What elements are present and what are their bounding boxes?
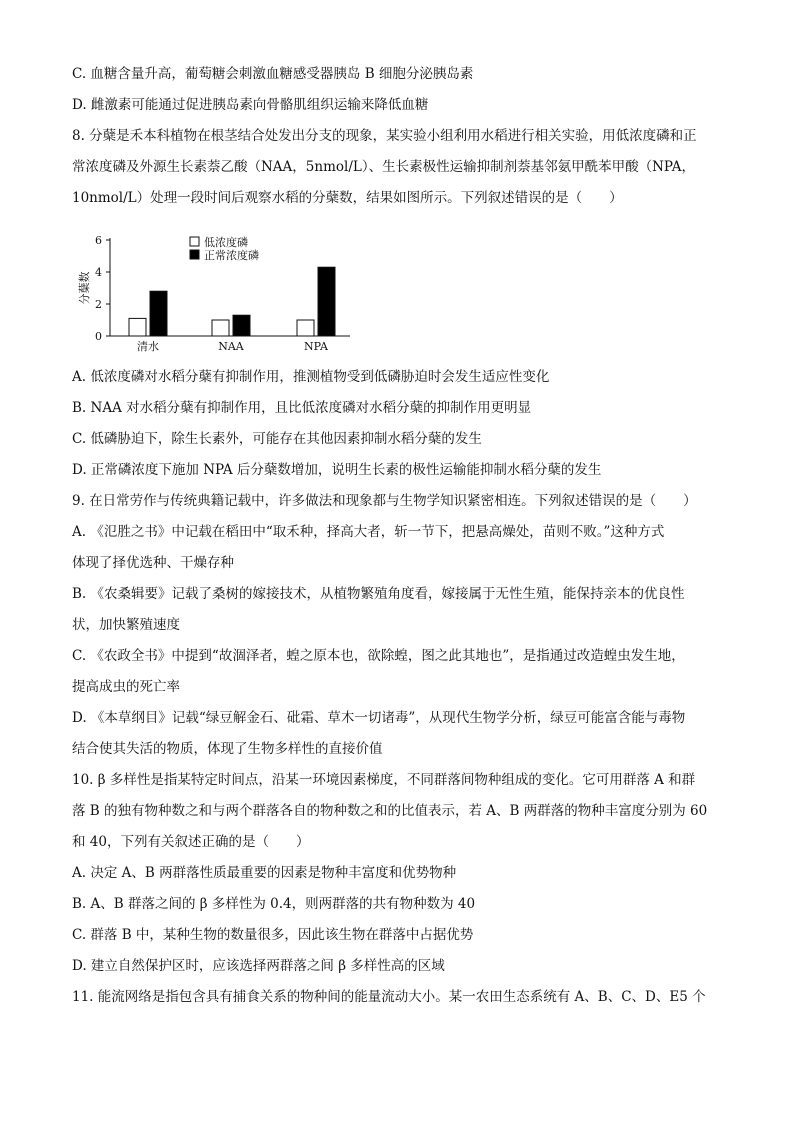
bar [129,318,146,336]
text-line: 9. 在日常劳作与传统典籍记载中，许多做法和现象都与生物学知识紧密相连。下列叙述错误的是（ ） [72,493,697,509]
text-line: 常浓度磷及外源生长素萘乙酸（NAA，5nmol/L）、生长素极性运输抑制剂萘基邻氨甲酰苯甲酸（NPA， [72,159,696,175]
text-line: C. 群落 B 中，某种生物的数量很多，因此该生物在群落中占据优势 [72,927,474,943]
text-line: 结合使其失活的物质，体现了生物多样性的直接价值 [72,741,383,757]
legend-label: 正常浓度磷 [204,249,259,262]
y-tick-label: 0 [95,330,102,343]
text-line: 体现了择优选种、干燥存种 [72,555,234,571]
text-line: C. 《农政全书》中提到“故涸泽者，蝗之原本也，欲除蝗，图之此其地也”，是指通过改造蝗虫发生地， [72,648,685,664]
text-line: C. 低磷胁迫下，除生长素外，可能存在其他因素抑制水稻分蘖的发生 [72,431,482,447]
x-tick-label: NPA [304,340,328,353]
bar [233,315,250,336]
y-tick-label: 2 [95,298,102,311]
text-line: D. 正常磷浓度下施加 NPA 后分蘖数增加，说明生长素的极性运输能抑制水稻分蘖的发生 [72,462,602,478]
text-line: D. 建立自然保护区时，应该选择两群落之间 β 多样性高的区域 [72,958,445,974]
text-line: B. NAA 对水稻分蘖有抑制作用，且比低浓度磷对水稻分蘖的抑制作用更明显 [72,400,532,416]
x-tick-label: 清水 [137,340,159,353]
legend-swatch [190,237,199,246]
text-line: 提高成虫的死亡率 [72,679,180,695]
bar [150,291,167,336]
text-line: A. 《氾胜之书》中记载在稻田中“取禾种，择高大者，斩一节下，把悬高燥处，苗则不败。”这种方式 [72,524,665,540]
text-line: D. 《本草纲目》记载“绿豆解金石、砒霜、草木一切诸毒”，从现代生物学分析，绿豆可能富含能与毒物 [72,710,686,726]
text-line: A. 低浓度磷对水稻分蘖有抑制作用，推测植物受到低磷胁迫时会发生适应性变化 [72,369,550,385]
text-line: 8. 分蘖是禾本科植物在根茎结合处发出分支的现象，某实验小组利用水稻进行相关实验，用低浓度磷和正 [72,128,697,144]
y-axis-label: 分蘖数 [78,271,91,305]
text-line: 落 B 的独有物种数之和与两个群落各自的物种数之和的比值表示，若 A、B 两群落的物种丰富度分别为 60 [72,803,708,819]
text-line: A. 决定 A、B 两群落性质最重要的因素是物种丰富度和优势物种 [72,865,457,881]
y-tick-label: 4 [95,266,102,279]
text-line: 10. β 多样性是指某特定时间点，沿某一环境因素梯度，不同群落间物种组成的变化。它可用群落 A 和群 [72,772,696,788]
text-line: D. 雌激素可能通过促进胰岛素向骨骼肌组织运输来降低血糖 [72,97,429,113]
tiller-count-bar-chart [70,230,360,358]
x-tick-label: NAA [218,340,244,353]
legend-label: 低浓度磷 [204,236,248,249]
bar [212,320,229,336]
text-line: C. 血糖含量升高，葡萄糖会刺激血糖感受器胰岛 B 细胞分泌胰岛素 [72,66,474,82]
text-line: 和 40，下列有关叙述正确的是（ ） [72,834,310,850]
text-line: 状，加快繁殖速度 [72,617,180,633]
text-line: B. 《农桑辑要》记载了桑树的嫁接技术，从植物繁殖角度看，嫁接属于无性生殖，能保持亲本的优良性 [72,586,685,602]
text-line: B. A、B 群落之间的 β 多样性为 0.4，则两群落的共有物种数为 40 [72,896,476,912]
y-tick-label: 6 [95,234,102,247]
bar [318,267,335,336]
text-line: 10nmol/L）处理一段时间后观察水稻的分蘖数，结果如图所示。下列叙述错误的是（ ） [72,190,623,206]
bar [297,320,314,336]
text-line: 11. 能流网络是指包含具有捕食关系的物种间的能量流动大小。某一农田生态系统有 A、B、C、D、E5 个 [72,989,706,1005]
legend-swatch [190,250,199,259]
